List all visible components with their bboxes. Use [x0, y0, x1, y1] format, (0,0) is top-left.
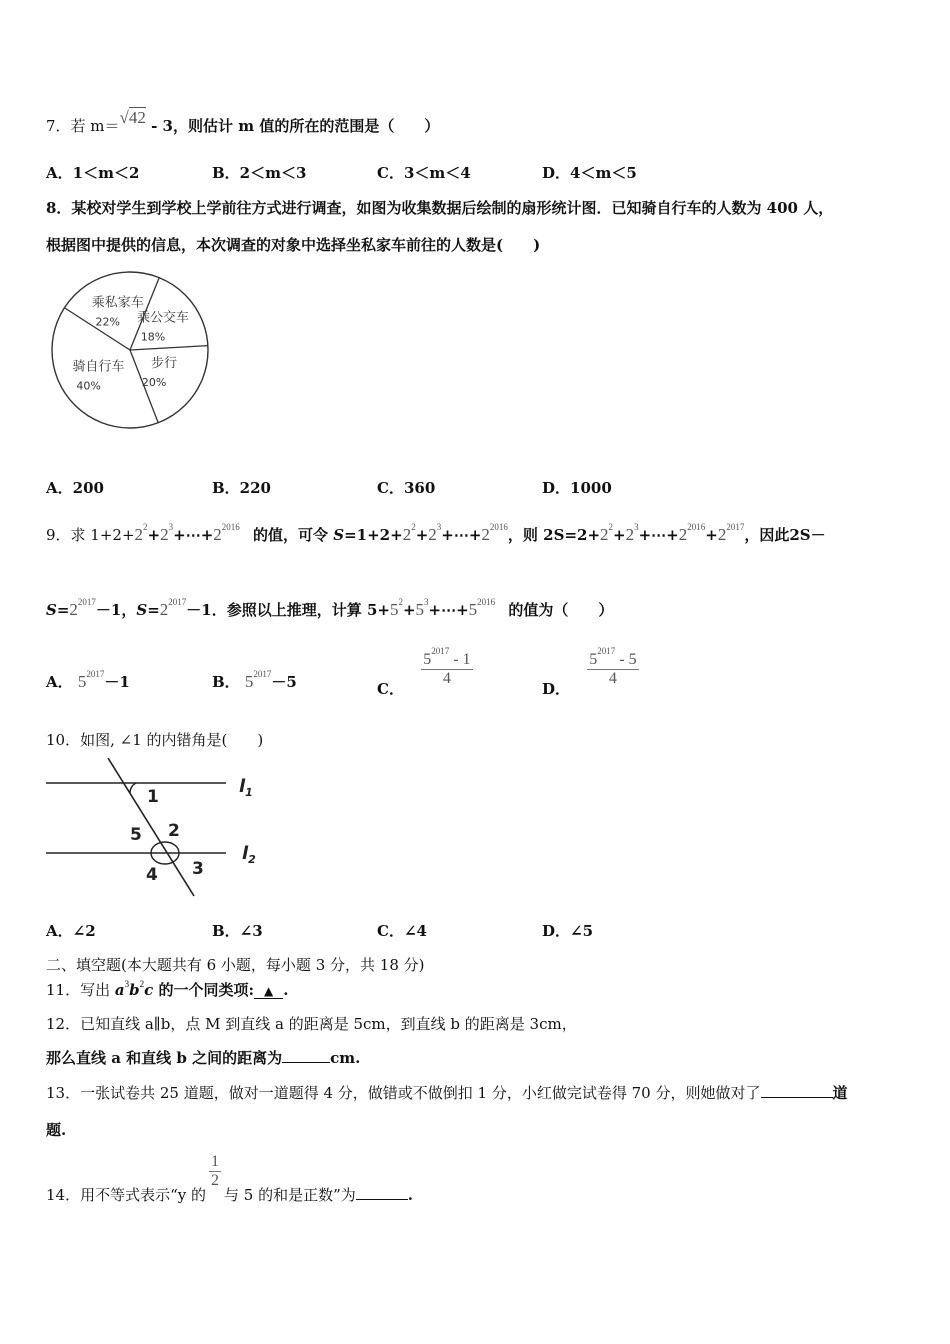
q11-end: . [283, 981, 289, 999]
q9-option-a-tail: －1 [104, 673, 130, 691]
q9-exp: 2016 [489, 522, 508, 532]
q12-line2 [46, 1047, 360, 1068]
q10-option-c[interactable]: C．∠4 [377, 922, 427, 940]
q7-stem-prefix: 7．若 m＝ [46, 117, 120, 135]
q9-exp: 2016 [477, 597, 496, 607]
q9-text: 的值，可令 [253, 526, 329, 544]
q9-base: 2 [600, 525, 609, 544]
q8-stem-line1: 8．某校对学生到学校上学前往方式进行调查，如图为收集数据后绘制的扇形统计图．已知骑自行车的人数为 400 人， [46, 199, 834, 217]
q9-text: =2+ [564, 526, 601, 544]
q7-option-c[interactable]: C．3＜m＜4 [377, 164, 471, 182]
q11-var: b [129, 981, 140, 999]
q8-option-a[interactable]: A．200 [46, 479, 104, 497]
line-label-l1 [239, 776, 253, 799]
q9-plus: + [705, 526, 718, 544]
q8-option-b[interactable]: B．220 [212, 479, 271, 497]
q9-text: 9．求 1+2+ [46, 526, 135, 544]
q12-line1 [46, 1013, 577, 1034]
q9-option-b-tail: －5 [271, 673, 297, 691]
pie-value-label: 22% [95, 315, 120, 329]
q9-frac-tail: - 5 [615, 651, 637, 668]
q9-plus: + [147, 526, 161, 544]
q12-line2-unit: cm. [330, 1049, 361, 1067]
q9-frac-den: 4 [608, 670, 617, 687]
q9-base: 2 [481, 525, 490, 544]
q7-radicand: 42 [128, 108, 146, 127]
q9-exp: 2 [411, 522, 416, 532]
q9-exp: 3 [436, 522, 442, 532]
q9-base: 2 [159, 600, 169, 619]
q9-text: = [56, 601, 70, 619]
q13-answer-blank[interactable] [761, 1085, 833, 1098]
q14-stem [46, 1153, 413, 1204]
q9-base: 2 [160, 525, 169, 544]
q9-exp: 2017 [431, 646, 450, 656]
q9-exp: 2017 [726, 522, 745, 532]
line-label-sub: 1 [245, 786, 253, 799]
q9-exp: 2017 [253, 669, 272, 679]
line-label-l: l [239, 776, 246, 797]
q9-frac-den: 4 [442, 670, 451, 687]
q11-stem [46, 979, 288, 1000]
q11-prefix: 11．写出 [46, 981, 115, 999]
angle1-arc [130, 783, 136, 793]
q9-exp: 2 [143, 522, 148, 532]
section2-title: 二、填空题(本大题共有 6 小题，每小题 3 分，共 18 分) [46, 956, 425, 974]
q10-option-d[interactable]: D．∠5 [542, 922, 594, 940]
q9-option-d[interactable] [542, 646, 639, 698]
q11-exp: 3 [124, 979, 130, 989]
q9-exp: 2016 [687, 522, 706, 532]
pie-value-label: 18% [140, 330, 166, 344]
q9-base: 2 [402, 525, 412, 544]
q9-var: S [333, 526, 345, 544]
q8-stem-line2: 根据图中提供的信息，本次调查的对象中选择坐私家车前往的人数是( ) [46, 236, 541, 254]
q13-line1-tail: 道 [832, 1084, 848, 1102]
q9-exp: 2017 [168, 597, 187, 607]
pie-category-label: 步行 [151, 355, 178, 371]
q9-base: 2 [134, 525, 144, 544]
angle-label-4: 4 [146, 865, 158, 885]
line-label-l2 [242, 843, 256, 866]
angle-label-3: 3 [192, 859, 204, 879]
pie-value-label: 40% [76, 379, 101, 393]
q9-base: 5 [589, 651, 598, 668]
angle-label-2: 2 [168, 821, 180, 841]
q9-option-a-label: A． [46, 673, 73, 691]
angle-label-5: 5 [130, 825, 142, 845]
q10-option-b[interactable]: B．∠3 [212, 922, 263, 940]
q9-base: 2 [625, 525, 635, 544]
q9-text: 2S－ [789, 526, 826, 544]
q14-fraction [209, 1153, 221, 1190]
q14-frac-num: 1 [211, 1153, 219, 1170]
q9-option-d-fraction [587, 646, 638, 688]
q11-answer-blank[interactable]: ▲ [254, 984, 283, 999]
q9-exp: 2 [398, 597, 403, 607]
q14-text: 14．用不等式表示“y 的 [46, 1185, 206, 1204]
q9-var: S [136, 601, 148, 619]
q9-dots: +⋯+ [428, 601, 469, 619]
q9-exp: 2017 [86, 669, 105, 679]
q9-option-b[interactable] [212, 669, 297, 692]
pie-category-label: 乘私家车 [91, 295, 144, 311]
q9-text: 的值为（ ） [508, 601, 614, 619]
q10-stem: 10．如图, ∠1 的内错角是( ) [46, 731, 264, 749]
q9-dots: +⋯+ [441, 526, 482, 544]
q10-option-a[interactable]: A．∠2 [46, 922, 96, 940]
q14-answer-blank[interactable] [356, 1187, 408, 1200]
q9-base: 5 [468, 600, 478, 619]
q9-exp: 2017 [597, 646, 616, 656]
q9-base: 5 [415, 600, 425, 619]
q7-sqrt: √42 [119, 108, 146, 127]
q9-option-c-fraction [421, 646, 472, 688]
q9-stem-line1 [46, 522, 826, 545]
q9-dots: +⋯+ [638, 526, 679, 544]
q10-figure [44, 758, 274, 898]
q9-base: 5 [244, 672, 254, 691]
q9-exp: 2016 [221, 522, 240, 532]
q7-option-b[interactable]: B．2＜m＜3 [212, 164, 307, 182]
q9-option-c[interactable] [377, 646, 473, 698]
line-label-l: l [242, 843, 249, 864]
q7-option-d[interactable]: D．4＜m＜5 [542, 164, 637, 182]
q9-base: 2 [678, 525, 688, 544]
q9-dots: +⋯+ [173, 526, 214, 544]
q9-var: S [46, 601, 57, 619]
q13-line1-text: 13．一张试卷共 25 道题，做对一道题得 4 分，做错或不做倒扣 1 分，小红做完试卷得 70 分，则她做对了 [46, 1084, 761, 1102]
q9-option-c-label: C． [377, 680, 404, 698]
q9-base: 2 [717, 525, 727, 544]
q9-base: 2 [69, 600, 78, 619]
q9-base: 5 [423, 651, 432, 668]
q8-option-d[interactable]: D．1000 [542, 479, 612, 497]
q9-stem-line2 [46, 597, 613, 620]
pie-category-label: 骑自行车 [72, 359, 125, 375]
q9-var: 2S [543, 526, 565, 544]
q12-answer-blank[interactable] [282, 1050, 330, 1063]
q8-pie-chart [50, 268, 210, 448]
q11-var: c [144, 981, 154, 999]
q9-exp: 3 [168, 522, 174, 532]
pie-category-label: 乘公交车 [136, 310, 189, 326]
q7-option-a[interactable]: A．1＜m＜2 [46, 164, 140, 182]
q9-frac-tail: - 1 [449, 651, 471, 668]
q9-option-a[interactable] [46, 669, 130, 692]
q9-base: 2 [428, 525, 437, 544]
q14-end: . [407, 1185, 413, 1204]
q12-line2-text: 那么直线 a 和直线 b 之间的距离为 [46, 1049, 283, 1067]
q11-suffix: 的一个同类项: [153, 981, 254, 999]
q9-text: －1， [95, 601, 137, 619]
q9-base: 5 [389, 600, 399, 619]
q9-option-d-label: D． [542, 680, 571, 698]
pie-value-label: 20% [141, 375, 167, 389]
line-label-sub: 2 [248, 853, 256, 866]
q9-plus: + [415, 526, 429, 544]
q14-text: 与 5 的和是正数”为 [224, 1185, 356, 1204]
q9-base: 5 [77, 672, 87, 691]
q9-exp: 3 [424, 597, 429, 607]
q8-option-c[interactable]: C．360 [377, 479, 436, 497]
q9-option-b-label: B． [212, 673, 240, 691]
q9-text: = [147, 601, 160, 619]
q9-plus: + [613, 526, 626, 544]
q9-exp: 3 [634, 522, 639, 532]
q7-stem-suffix: - 3，则估计 m 值的所在的范围是（ ） [145, 117, 440, 135]
q9-text: ，因此 [744, 526, 790, 544]
q11-var: a [114, 981, 125, 999]
q9-base: 2 [213, 525, 222, 544]
q9-exp: 2 [608, 522, 614, 532]
q13-line1 [46, 1082, 848, 1103]
q13-line2: 题. [46, 1121, 67, 1139]
q14-frac-den: 2 [211, 1172, 219, 1189]
q9-text: =1+2+ [344, 526, 403, 544]
q9-exp: 2017 [77, 597, 96, 607]
q9-text: －1．参照以上推理，计算 5+ [186, 601, 390, 619]
angle-label-1: 1 [147, 787, 159, 807]
q12-line1-text: 12．已知直线 a∥b，点 M 到直线 a 的距离是 5cm，到直线 b 的距离是 3cm， [46, 1015, 577, 1033]
q9-text: ，则 [507, 526, 538, 544]
q11-exp: 2 [139, 979, 145, 989]
q7-stem [46, 108, 440, 136]
q9-plus: + [402, 601, 416, 619]
